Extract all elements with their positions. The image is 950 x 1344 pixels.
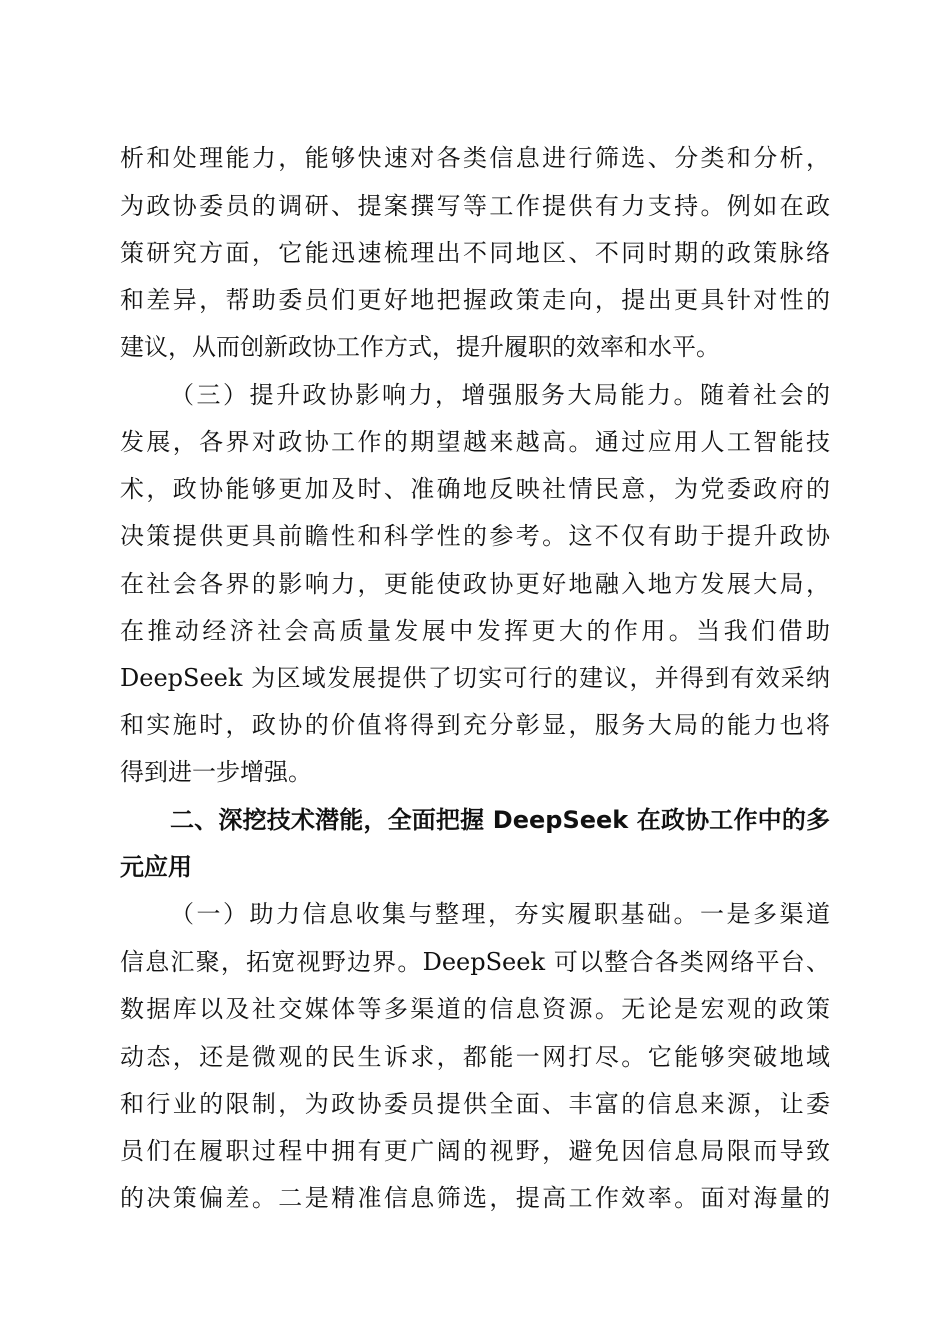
paragraph-line: 员们在履职过程中拥有更广阔的视野，避免因信息局限而导致 (120, 1137, 830, 1165)
paragraph-line: 数据库以及社交媒体等多渠道的信息资源。无论是宏观的政策 (120, 995, 830, 1023)
paragraph-line: 和行业的限制，为政协委员提供全面、丰富的信息来源，让委 (120, 1090, 830, 1118)
paragraph-line: 策研究方面，它能迅速梳理出不同地区、不同时期的政策脉络 (120, 239, 830, 267)
paragraph-line: 和差异，帮助委员们更好地把握政策走向，提出更具针对性的 (120, 286, 830, 314)
paragraph-line: 析和处理能力，能够快速对各类信息进行筛选、分类和分析， (120, 144, 830, 172)
paragraph-line: 在社会各界的影响力，更能使政协更好地融入地方发展大局， (120, 570, 830, 598)
paragraph-line: 的决策偏差。二是精准信息筛选，提高工作效率。面对海量的 (120, 1184, 830, 1212)
paragraph-line: 在推动经济社会高质量发展中发挥更大的作用。当我们借助 (120, 617, 830, 645)
subheading-line: （一）助力信息收集与整理，夯实履职基础。一是多渠道 (170, 900, 830, 928)
paragraph-line: 发展，各界对政协工作的期望越来越高。通过应用人工智能技 (120, 428, 830, 456)
paragraph-line: 决策提供更具前瞻性和科学性的参考。这不仅有助于提升政协 (120, 522, 830, 550)
paragraph-line: 动态，还是微观的民生诉求，都能一网打尽。它能够突破地域 (120, 1043, 830, 1071)
paragraph-line: 术，政协能够更加及时、准确地反映社情民意，为党委政府的 (120, 475, 830, 503)
paragraph-line: 信息汇聚，拓宽视野边界。DeepSeek 可以整合各类网络平台、 (120, 948, 830, 976)
subheading-line: （三）提升政协影响力，增强服务大局能力。随着社会的 (170, 381, 830, 409)
paragraph-line: 建议，从而创新政协工作方式，提升履职的效率和水平。 (120, 333, 720, 361)
paragraph-line: 和实施时，政协的价值将得到充分彰显，服务大局的能力也将 (120, 711, 830, 739)
paragraph-line: DeepSeek 为区域发展提供了切实可行的建议，并得到有效采纳 (120, 664, 830, 692)
section-heading: 二、深挖技术潜能，全面把握 DeepSeek 在政协工作中的多 (170, 806, 830, 834)
paragraph-line: 得到进一步增强。 (120, 758, 312, 786)
section-heading: 元应用 (120, 853, 192, 881)
paragraph-line: 为政协委员的调研、提案撰写等工作提供有力支持。例如在政 (120, 192, 830, 220)
